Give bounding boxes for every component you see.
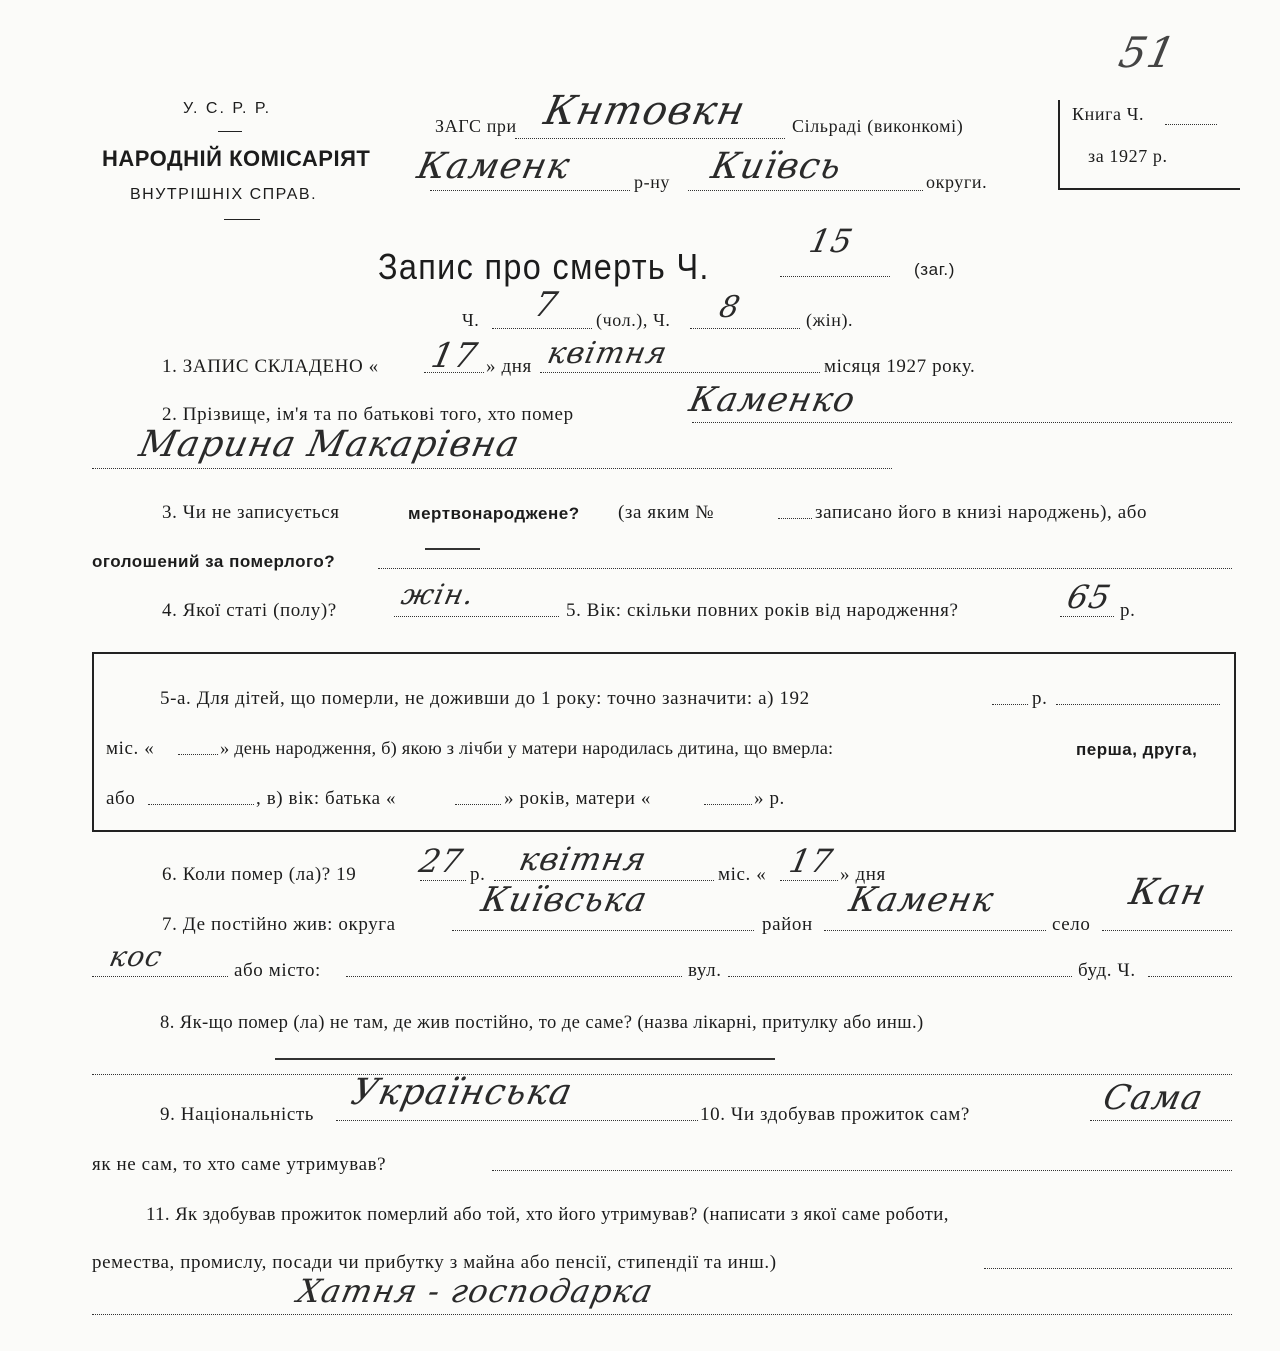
field-6-year-handwriting: 27 — [415, 842, 467, 880]
zags-raion-line — [430, 190, 630, 191]
male-count-label: Ч. — [462, 310, 480, 330]
zags-okrug-handwriting: Київсь — [707, 146, 846, 187]
field-3-declared-dead: оголошений за померлого? — [92, 552, 336, 571]
field-8-label: 8. Як-що помер (ла) не там, де жив постійно, то де саме? (назва лікарні, притулку або инш.) — [160, 1012, 924, 1033]
field-9-line — [336, 1120, 698, 1121]
field-5a-year-suffix: р. — [1032, 688, 1048, 709]
zags-village-line — [515, 138, 785, 139]
header-divider — [218, 131, 242, 132]
field-7-village-label: село — [1052, 914, 1091, 935]
field-3-stillborn: мертвонароджене? — [408, 504, 580, 523]
field-11-label-2: ремества, промислу, посади чи прибутку з майна або пенсії, стипендії та инш.) — [92, 1252, 777, 1273]
field-11-label: 11. Як здобував прожиток померлий або той, хто його утримував? (написати з якої саме роботи, — [146, 1204, 949, 1225]
field-6-month-label: міс. « — [718, 864, 767, 885]
field-7-raion-handwriting: Каменк — [845, 880, 998, 920]
field-3-number-line — [778, 518, 812, 519]
field-5a-or: або — [106, 788, 136, 809]
field-3-label: 3. Чи не записується — [162, 502, 340, 523]
field-5a-mother-line — [704, 804, 752, 805]
field-10-who-line — [492, 1170, 1232, 1171]
field-10-line — [1090, 1120, 1232, 1121]
field-3-number-label: (за яким № — [618, 502, 715, 523]
field-1-year: місяця 1927 року. — [824, 356, 976, 377]
male-count-handwriting: 7 — [530, 285, 562, 325]
field-7-house-line — [1148, 976, 1232, 977]
field-5a-father-line — [455, 804, 501, 805]
header-divider-2 — [224, 219, 260, 220]
field-6-day-line — [780, 880, 838, 881]
field-7-village-handwriting-2: кос — [106, 940, 166, 973]
field-5a-date-line — [1056, 704, 1220, 705]
record-suffix: (заг.) — [914, 260, 956, 279]
corner-archive-mark: 51 — [1114, 28, 1181, 77]
republic-label: У. С. Р. Р. — [183, 100, 272, 117]
field-10-handwriting: Сама — [1099, 1078, 1208, 1118]
field-1-month-handwriting: квітня — [544, 336, 671, 371]
field-10-label: 10. Чи здобував прожиток сам? — [700, 1104, 970, 1125]
field-3-births-book: записано його в книзі народжень), або — [815, 502, 1148, 523]
field-5-handwriting: 65 — [1063, 578, 1115, 616]
field-5a-other-line — [148, 804, 254, 805]
field-2-line-1 — [692, 422, 1232, 423]
field-7-label: 7. Де постійно жив: округа — [162, 914, 396, 935]
female-count-line — [690, 328, 800, 329]
field-5-label: 5. Вік: скільки повних років від народження? — [566, 600, 959, 621]
female-count-suffix: (жін). — [806, 310, 854, 330]
field-6-day-handwriting: 17 — [785, 842, 837, 880]
female-count-handwriting: 8 — [716, 290, 744, 325]
field-6-year-suffix: р. — [470, 864, 486, 885]
zags-raion-suffix: р-ну — [634, 172, 671, 192]
field-3-strike — [425, 548, 480, 550]
field-7-raion-line — [824, 930, 1046, 931]
field-11-line-1 — [984, 1268, 1232, 1269]
record-title: Запис про смерть Ч. — [378, 246, 710, 287]
field-7-raion-label: район — [762, 914, 813, 935]
male-count-suffix: (чол.), Ч. — [596, 310, 671, 330]
field-1-day-handwriting: 17 — [427, 336, 482, 376]
field-9-handwriting: Українська — [347, 1072, 577, 1113]
field-2-name-handwriting: Марина Макарівна — [135, 424, 524, 465]
field-4-line — [394, 616, 559, 617]
department-label: ВНУТРІШНІХ СПРАВ. — [130, 186, 318, 203]
zags-okrug-line — [688, 190, 923, 191]
commissariat-label: НАРОДНІЙ КОМІСАРІЯТ — [102, 146, 371, 171]
field-4-label: 4. Якої статі (полу)? — [162, 600, 337, 621]
male-count-line — [492, 328, 592, 329]
field-7-okrug-line — [452, 930, 754, 931]
field-5-suffix: р. — [1120, 600, 1136, 621]
record-number-line — [780, 276, 890, 277]
field-7-city-line — [346, 976, 682, 977]
field-7-village-line-2 — [92, 976, 228, 977]
field-11-line-2 — [92, 1314, 1232, 1315]
zags-council: Сільраді (виконкомі) — [792, 116, 964, 136]
field-2-label: 2. Прізвище, ім'я та по батькові того, хто помер — [162, 404, 574, 425]
field-7-okrug-handwriting: Київська — [477, 880, 652, 920]
field-7-city-label: або місто: — [234, 960, 321, 981]
field-2-line-2 — [92, 468, 892, 469]
zags-raion-handwriting: Каменк — [413, 146, 575, 187]
book-number-line — [1165, 124, 1217, 125]
field-3-declared-line — [378, 568, 1232, 569]
field-7-village-line — [1102, 930, 1232, 931]
field-6-label: 6. Коли помер (ла)? 19 — [162, 864, 357, 885]
field-5a-line-2: » день народження, б) якою з лічби у матери народилась дитина, що вмерла: — [220, 738, 834, 758]
field-7-street-label: вул. — [688, 960, 722, 981]
field-6-year-line — [420, 880, 466, 881]
field-5a-month-label: міс. « — [106, 738, 155, 759]
zags-okrug-suffix: округи. — [926, 172, 988, 192]
field-9-label: 9. Національність — [160, 1104, 315, 1125]
field-11-handwriting: Хатня - господарка — [293, 1272, 657, 1310]
field-10-who-label: як не сам, то хто саме утримував? — [92, 1154, 387, 1175]
field-5a-day-line — [178, 754, 218, 755]
field-1-label: 1. ЗАПИС СКЛАДЕНО « — [162, 356, 379, 377]
field-2-surname-handwriting: Каменко — [685, 380, 860, 420]
zags-prefix: ЗАГС при — [435, 116, 517, 136]
field-1-day-suffix: » дня — [486, 356, 532, 377]
field-5-line — [1060, 616, 1114, 617]
field-5a-mother-suffix: » р. — [754, 788, 785, 809]
field-5a-line-1: 5-а. Для дітей, що померли, не доживши до 1 року: точно зазначити: а) 192 — [160, 688, 810, 709]
book-year: за 1927 р. — [1088, 146, 1168, 166]
field-6-day-suffix: » дня — [840, 864, 886, 885]
field-8-line — [92, 1074, 1232, 1075]
field-1-month-line — [540, 372, 820, 373]
book-label: Книга Ч. — [1072, 104, 1145, 124]
record-number-handwriting: 15 — [805, 222, 857, 260]
field-5a-order: перша, друга, — [1076, 740, 1198, 759]
field-7-street-line — [728, 976, 1072, 977]
field-5a-mother-label: » років, матери « — [504, 788, 651, 809]
field-7-house-label: буд. Ч. — [1078, 960, 1136, 981]
field-5a-father-label: , в) вік: батька « — [256, 788, 397, 809]
field-4-handwriting: жін. — [398, 578, 478, 611]
field-5a-year-line — [992, 704, 1028, 705]
field-7-village-handwriting-1: Кан — [1125, 872, 1211, 913]
field-6-month-handwriting: квітня — [515, 840, 651, 878]
zags-village-handwriting: Кнтовкн — [540, 88, 750, 134]
field-8-strike — [275, 1058, 775, 1060]
